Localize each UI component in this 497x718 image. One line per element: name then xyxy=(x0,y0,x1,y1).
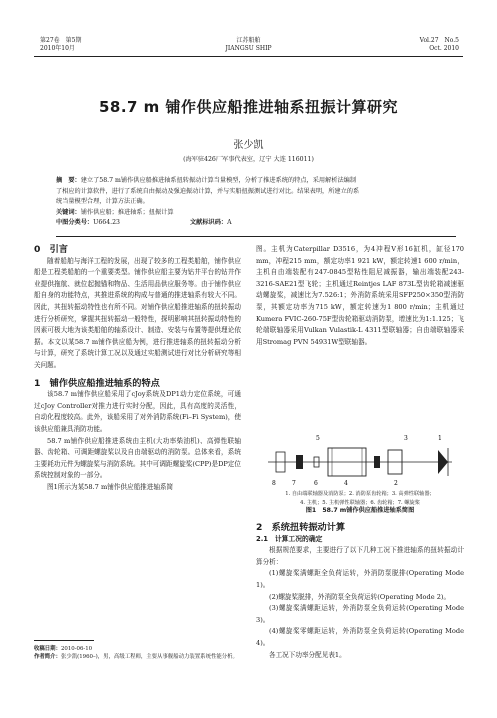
svg-text:2: 2 xyxy=(394,480,398,487)
journal-name: 江苏船舶 JIANGSU SHIP xyxy=(225,37,272,52)
paper-author: 张少凯 xyxy=(233,140,264,151)
section-2-heading: 2 系统扭转振动计算 xyxy=(256,522,346,533)
svg-text:5: 5 xyxy=(316,435,320,442)
svg-text:4: 4 xyxy=(344,480,348,487)
svg-text:6: 6 xyxy=(314,480,318,487)
author-affiliation: (海军驻426厂军事代表室，辽宁 大连 116011) xyxy=(183,156,314,163)
svg-text:7: 7 xyxy=(292,480,296,487)
right-column-top xyxy=(256,244,464,348)
right-column-bottom: 2 系统扭转振动计算 2.1 计算工况的确定 根据规范要求，主要进行了以下几种工况下推进轴系的扭转振动计算分析： (1)螺旋桨满螺距全负荷运转，外消防泵脱排(Operating Mode 1)。 (2)螺旋桨脱排，外消防泵全负荷运转(Operating Mode 2)。 (3)螺旋桨满螺距运转，外消防泵全负荷运转(Operating Mode 3)。 (4)螺旋桨零螺距运转，外消防泵全负荷运转(Operating Mode 4)。 各工况下功率分配见表1。 xyxy=(256,522,464,659)
paper-title: 58.7 m 铺作供应船推进轴系扭振计算研究 xyxy=(98,98,399,116)
journal-volume: 第27卷 第5期 2010年10月 xyxy=(40,37,82,52)
abstract: 摘 要：建立了58.7 m铺作供应船推进轴系扭转振动计算当量模型，分析了推进系统的特点，采用解析法编制 了相应的计算软件，进行了系统自由振动及强迫振动计算，并与实船扭振测试进行对比。结果表明，所建立的系 统当量模型合理，计算方法正确。 关键词：铺作供应船；推进轴系；扭振计算 中图分类号：U664.23 文献标识码：A xyxy=(56,176,456,229)
abstract-rule xyxy=(56,236,456,237)
figure-caption: 图1 58.7 m铺作供应船推进轴系简图 xyxy=(305,507,415,515)
section-2-1-heading: 2.1 计算工况的确定 xyxy=(256,534,323,543)
sec1-paragraph-1: 该58.7 m铺作供应船采用了cJoy系统及DP1动力定位系统，可通过cJoy Controller对推力进行实时分配，因此，具有高度的灵活性，自动化程度较高。此外，该船采用了对外消防系统(Fi–Fi System)，使该供应船兼具消防功能。 xyxy=(34,390,241,433)
figure-legend: 1. 自由端联轴器及消防泵；2. 消防泵齿轮箱；3. 高弹性联轴器； 4. 主机；5. 主机弹性联轴器；6. 齿轮箱；7. 螺旋桨 图1 58.7 m铺作供应船推进轴系简图 xyxy=(256,490,464,516)
journal-issue: Vol.27 No.5 Oct. 2010 xyxy=(419,37,459,52)
section-0-heading: 0 引言 xyxy=(34,244,68,255)
section-1-heading: 1 铺作供应船推进轴系的特点 xyxy=(34,377,160,389)
svg-text:1: 1 xyxy=(438,435,442,442)
keywords: 关键词：铺作供应船；推进轴系；扭振计算 xyxy=(56,208,174,216)
propeller xyxy=(438,450,448,474)
shafting-diagram xyxy=(262,428,462,488)
intro-paragraph: 随着船舶与海洋工程的发展，出现了较多的工程类船舶，铺作供应船是工程类船舶的一个重要类型。铺作供应船主要为钻井平台的钻井作业提供拖航、就位起抛锚和物品、生活用品供应服务等。由于铺作供应船自身的功能特点，其推进系统的构成与普通的推进轴系有较大不同。因此，其扭转振动特性也有所不同。对铺作供应船推进轴系的扭转振动进行分析研究，掌握其扭转振动一般特性，探明影响其扭转振动特性的因素可极大地为该类船舶的轴系设计、制造、安装与布置等提供理论依据。本文以某58.7 m铺作供应船为例，进行推进轴系的扭转振动分析与计算，研究了系统计算工况以及通过实船测试进行对比分析研究等相关问题。 xyxy=(34,256,241,369)
engine-coupling xyxy=(374,456,380,468)
header-rule xyxy=(34,56,463,57)
footnote-rule xyxy=(34,640,94,641)
svg-text:8: 8 xyxy=(272,480,276,487)
pump-gearbox xyxy=(296,455,303,469)
system-description: 图。主机为Caterpillar D3516，为4冲程V形16缸机，缸径170 mm，冲程215 mm，额定功率1 921 kW，额定转速1 600 r/min，主机自由端装配有247-0845型粘性阻尼减振器，输出端装配243-3216-SAE21型飞轮；主机通过Reintjes LAF 873L型齿轮箱减速驱动螺旋桨，减速比为7.526:1；外消防系统采用SFP250×350型消防泵，其额定功率为715 kW，额定转速为1 800 r/min；主机通过Kumera FVIC-260-75F型齿轮箱驱动消防泵，增速比为1:1.125；飞轮端联轴器采用Vulkan Vulastik-L 4311型联轴器；自由端联轴器采用Stromag PVN 54931W型联轴器。 xyxy=(256,245,464,346)
svg-text:3: 3 xyxy=(404,435,408,442)
abstract-label: 摘 要： xyxy=(56,177,81,184)
sec1-paragraph-3: 图1所示为某58.7 m铺作供应船推进轴系简 xyxy=(47,482,174,491)
left-column xyxy=(34,244,241,493)
classification: 中图分类号：U664.23 文献标识码：A xyxy=(56,219,232,227)
sec1-paragraph-2: 58.7 m铺作供应船推进系统由主机(大功率柴油机)、高弹性联轴器、齿轮箱、可调距螺旋桨以及自由端驱动的消防泵。总体来看，系统主要耗功元件为螺旋桨与消防系统。其中可调距螺旋桨(CPP)是DP定位系统控制对象的一部分。 xyxy=(34,436,241,480)
footnote: 收稿日期：2010-06-10 作者简介：张少凯(1960–)，男，高级工程师，主要从事舰船动力装置系统性能分析。 xyxy=(34,646,238,661)
